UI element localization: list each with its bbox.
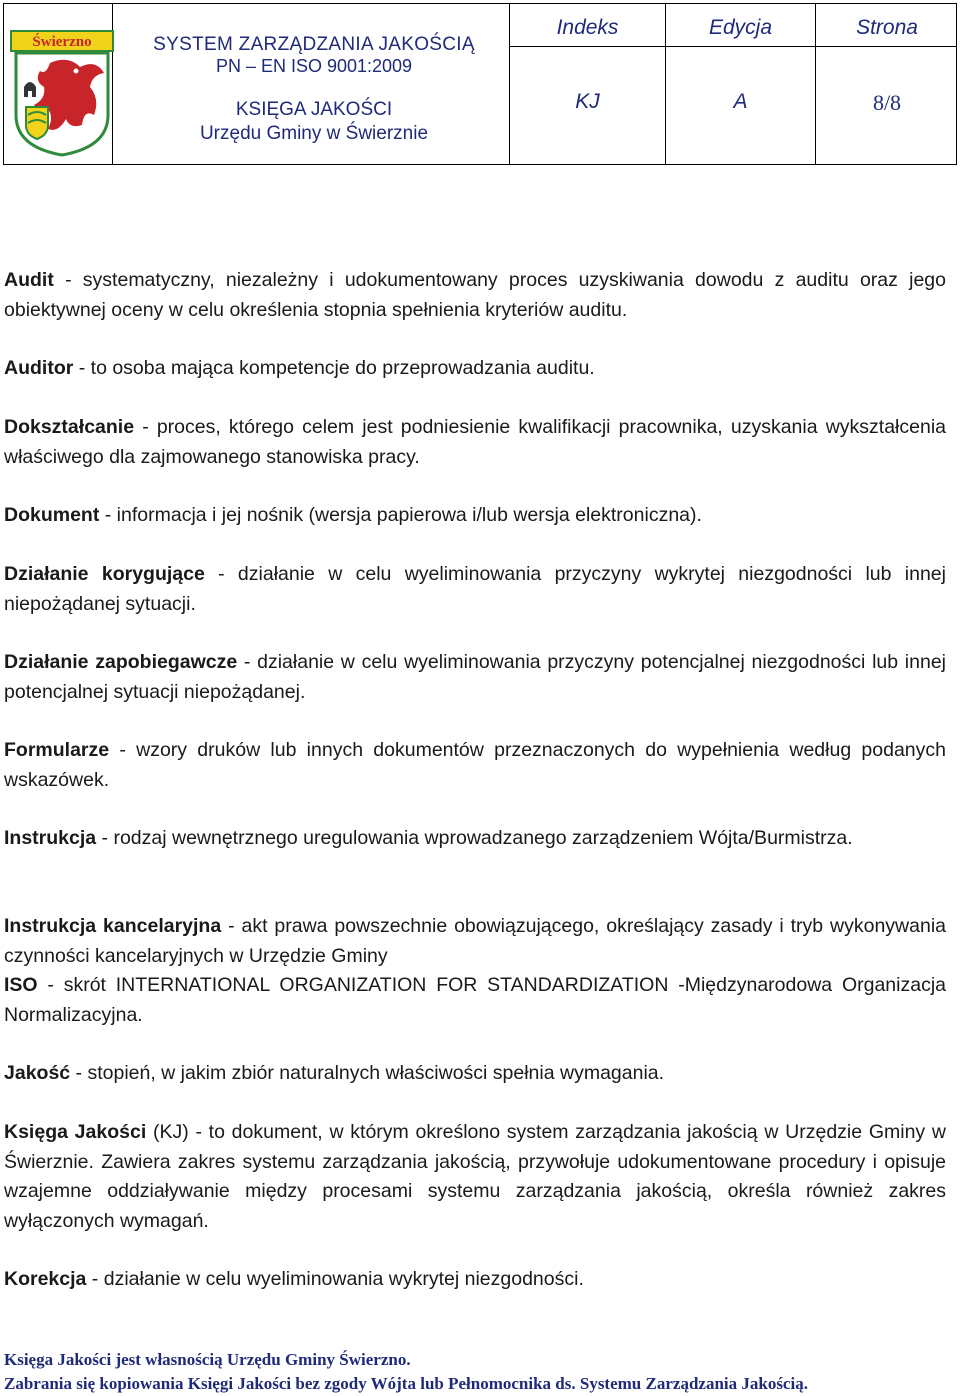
- footer-copyright: Zabrania się kopiowania Księgi Jakości bez zgody Wójta lub Pełnomocnika ds. Systemu Zarządzania Jakością.: [4, 1374, 808, 1393]
- definition-text: (KJ) - to dokument, w którym określono system zarządzania jakością w Urzędzie Gminy w Świerznie. Zawiera zakres systemu zarządzania jakością, przywołuje udokumentowane procedury i opisuje wzajemne oddziaływanie między procesami systemu zarządzania jakością, określa również zakres wyłączonych wymagań.: [4, 1121, 946, 1232]
- footer-ownership: Księga Jakości jest własnością Urzędu Gminy Świerzno.: [4, 1350, 411, 1369]
- definition-term: Formularze: [4, 739, 110, 761]
- definition-term: Auditor: [4, 357, 74, 379]
- index-value: KJ: [575, 90, 600, 113]
- definition-text: - rodzaj wewnętrznego uregulowania wprowadzanego zarządzeniem Wójta/Burmistrza.: [96, 827, 853, 849]
- book-title: KSIĘGA JAKOŚCI: [235, 99, 393, 120]
- definition-text: - to osoba mająca kompetencje do przeprowadzania auditu.: [73, 357, 595, 379]
- definition-term: Działanie zapobiegawcze: [4, 651, 238, 673]
- coat-of-arms-logo: [10, 29, 114, 157]
- definition-entry: [4, 413, 946, 472]
- index-label: Indeks: [556, 16, 619, 39]
- edition-label: Edycja: [708, 16, 773, 39]
- definition-term: Jakość: [4, 1062, 71, 1084]
- header-divider: [509, 46, 956, 47]
- definition-text: - działanie w celu wyeliminowania przyczyny potencjalnej niezgodności lub innej potencjalnej sytuacji niepożądanej.: [4, 651, 946, 703]
- definition-entry: [4, 501, 946, 531]
- definition-term: Instrukcja kancelaryjna: [4, 915, 222, 937]
- svg-text:Świerzno: Świerzno: [32, 34, 92, 50]
- edition-value: A: [733, 90, 748, 113]
- definition-entry: [4, 971, 946, 1030]
- definition-term: Dokument: [4, 504, 100, 526]
- definition-term: Dokształcanie: [4, 416, 135, 438]
- definition-term: Korekcja: [4, 1268, 87, 1290]
- definition-entry: [4, 266, 946, 325]
- definition-term: ISO: [4, 974, 38, 996]
- page-label: Strona: [856, 16, 918, 39]
- definition-entry: [4, 560, 946, 619]
- definition-entry: [4, 1265, 946, 1295]
- system-title: SYSTEM ZARZĄDZANIA JAKOŚCIĄ: [153, 34, 475, 55]
- definition-text: - proces, którego celem jest podniesienie kwalifikacji pracownika, uzyskania wykształcenia właściwego dla zajmowanego stanowiska pracy.: [4, 416, 946, 468]
- definition-text: - informacja i jej nośnik (wersja papierowa i/lub wersja elektroniczna).: [99, 504, 702, 526]
- definition-text: - działanie w celu wyeliminowania przyczyny wykrytej niezgodności lub innej niepożądanej sytuacji.: [4, 563, 946, 615]
- definition-entry: [4, 354, 946, 384]
- definition-entry: [4, 1118, 946, 1236]
- definition-term: Księga Jakości: [4, 1121, 147, 1143]
- definition-entry: [4, 1059, 946, 1089]
- definition-entry: [4, 736, 946, 795]
- definition-text: - akt prawa powszechnie obowiązującego, określający zasady i tryb wykonywania czynności kancelaryjnych w Urzędzie Gminy: [4, 915, 946, 967]
- standard-label: PN – EN ISO 9001:2009: [215, 56, 413, 76]
- definition-text: - stopień, w jakim zbiór naturalnych właściwości spełnia wymagania.: [70, 1062, 665, 1084]
- definition-text: - wzory druków lub innych dokumentów przeznaczonych do wypełnienia według podanych wskazówek.: [4, 739, 946, 791]
- definition-term: Działanie korygujące: [4, 563, 205, 585]
- definition-term: Instrukcja: [4, 827, 97, 849]
- definition-term: Audit: [4, 269, 54, 291]
- definition-text: - działanie w celu wyeliminowania wykrytej niezgodności.: [86, 1268, 584, 1290]
- definition-text: - skrót INTERNATIONAL ORGANIZATION FOR STANDARDIZATION -Międzynarodowa Organizacja Normalizacyjna.: [4, 974, 946, 1026]
- definition-text: - systematyczny, niezależny i udokumentowany proces uzyskiwania dowodu z auditu oraz jego obiektywnej oceny w celu określenia stopnia spełnienia kryteriów auditu.: [4, 269, 946, 321]
- page-number: 8/8: [872, 90, 902, 115]
- office-name: Urzędu Gminy w Świerznie: [199, 123, 429, 144]
- document-header: [3, 3, 957, 165]
- definition-entry: [4, 824, 946, 854]
- definition-entry: [4, 648, 946, 707]
- definition-entry: [4, 912, 946, 971]
